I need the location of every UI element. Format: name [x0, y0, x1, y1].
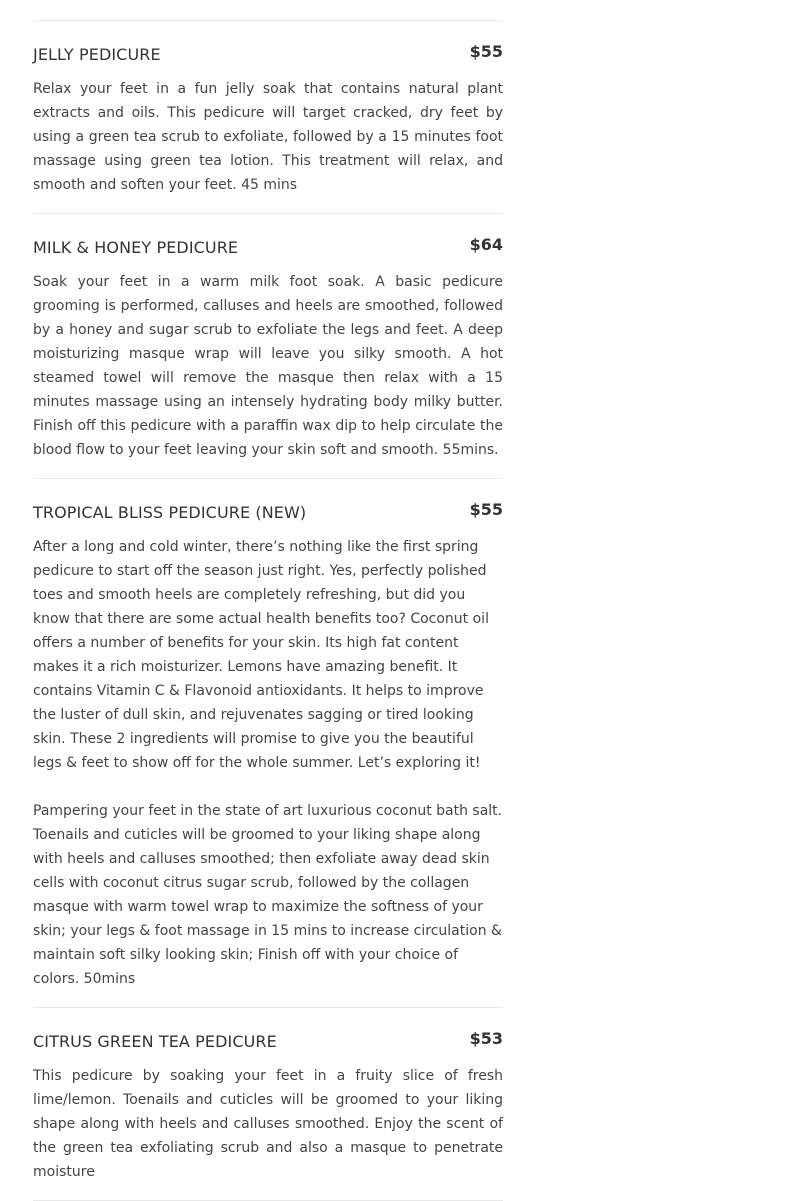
- menu-item-title: CITRUS GREEN TEA PEDICURE: [33, 1032, 277, 1051]
- menu-item-description: Relax your feet in a fun jelly soak that contains natural plant extracts and oils. This pedicure will target cracked, dry feet by using a green tea scrub to exfoliate, followed by a 15 minutes foot massage using green tea lotion. This treatment will relax, and smooth and soften your feet. 45 mins: [33, 81, 503, 193]
- previous-item-description-tail: [33, 0, 503, 21]
- menu-item-citrus-green-tea-pedicure: [33, 1008, 503, 1201]
- menu-item-header: [33, 228, 503, 264]
- menu-item-title: TROPICAL BLISS PEDICURE (NEW): [33, 503, 307, 522]
- menu-item-jelly-pedicure: [33, 21, 503, 214]
- menu-item-price: $64: [469, 235, 503, 254]
- menu-item-header: [33, 493, 503, 529]
- menu-item-description: Soak your feet in a warm milk foot soak. A basic pedicure grooming is performed, calluses and heels are smoothed, followed by a honey and sugar scrub to exfoliate the legs and feet. A deep moisturizing masque wrap will leave you silky smooth. A hot steamed towel will remove the masque then relax with a 15 minutes massage using an intensely hydrating body milky butter. Finish off this pedicure with a paraffin wax dip to help circulate the blood flow to your feet leaving your skin soft and smooth. 55mins.: [33, 274, 503, 458]
- menu-item-price: $55: [469, 42, 503, 61]
- pedicure-menu: [33, 0, 503, 1201]
- menu-item-title: MILK & HONEY PEDICURE: [33, 238, 239, 257]
- menu-item-price: $55: [469, 500, 503, 519]
- menu-item-price: $53: [469, 1029, 503, 1048]
- menu-item-description: This pedicure by soaking your feet in a fruity slice of fresh lime/lemon. Toenails and cuticles will be groomed to your liking shape along with heels and calluses smoothed. Enjoy the scent of the green tea exfoliating scrub and also a masque to penetrate moisture: [33, 1068, 503, 1180]
- menu-item-title: JELLY PEDICURE: [33, 45, 161, 64]
- menu-item-description-procedure: Pampering your feet in the state of art luxurious coconut bath salt. Toenails and cuticles will be groomed to your liking shape along with heels and calluses smoothed; then exfoliate away dead skin cells with coconut citrus sugar scrub, followed by the collagen masque with warm towel wrap to maximize the softness of your skin; your legs & foot massage in 15 mins to increase circulation & maintain soft silky looking skin; Finish off with your choice of colors. 50mins: [33, 803, 503, 987]
- menu-item-milk-honey-pedicure: [33, 214, 503, 479]
- menu-item-header: [33, 1022, 503, 1058]
- menu-item-description: After a long and cold winter, there’s nothing like the first spring pedicure to start off the season just right. Yes, perfectly polished toes and smooth heels are completely refreshing, but did you know that there are some actual health benefits too? Coconut oil offers a number of benefits for your skin. Its high fat content makes it a rich moisturizer. Lemons have amazing benefit. It contains Vitamin C & Flavonoid antioxidants. It helps to improve the luster of dull skin, and rejuvenates sagging or tired looking skin. These 2 ingredients will promise to give you the beautiful legs & feet to show off for the whole summer. Let’s exploring it!: [33, 539, 489, 771]
- menu-item-header: [33, 35, 503, 71]
- menu-item-tropical-bliss-pedicure: [33, 479, 503, 1008]
